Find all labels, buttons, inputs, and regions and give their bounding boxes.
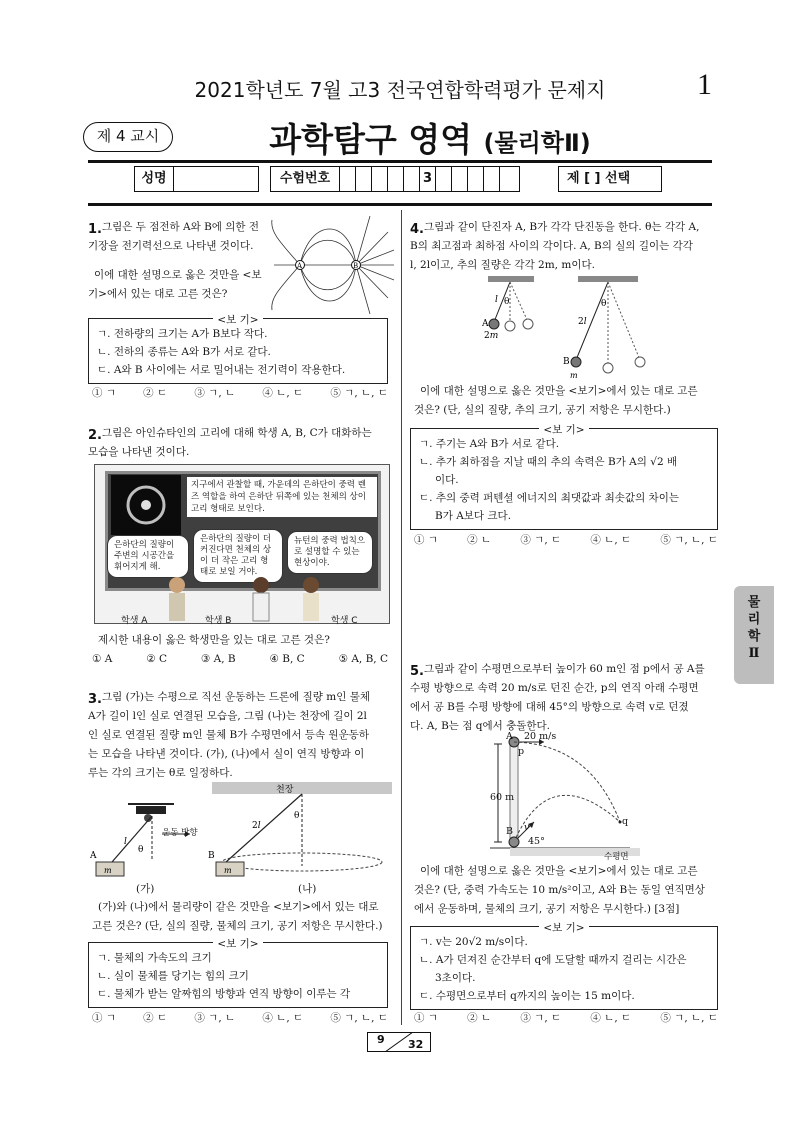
q3-question: (가)와 (나)에서 물리량이 같은 것만을 <보기>에서 있는 대로 고른 것은? (단, 실의 질량, 물체의 크기, 공기 저항은 무시한다.) (92, 901, 383, 932)
point-p-label: p (518, 746, 525, 757)
svg-text:A: A (482, 319, 489, 329)
velocity-v-label: v (524, 822, 530, 833)
q5-choices (414, 1010, 718, 1025)
choice-option[interactable]: ③ ㄱ, ㄷ (520, 534, 562, 546)
speed-label: 20 m/s (524, 731, 557, 742)
height-label: 60 m (490, 792, 515, 803)
question-number: 2. (88, 428, 102, 443)
angle-label: 45° (528, 836, 545, 847)
choice-label: 제 [ ] 선택 (558, 166, 662, 192)
question-2 (88, 427, 393, 458)
pendulum-figure (470, 276, 670, 380)
subject-name: 과학탐구 영역 (269, 120, 472, 159)
drone-pendulum-figure (88, 780, 394, 880)
bogi-item: ㄴ. A가 던져진 순간부터 q에 도달할 때까지 걸리는 시간은 (419, 954, 687, 966)
choice-option[interactable]: ③ ㄱ, ㄴ (194, 1012, 236, 1024)
q4-choices (414, 532, 718, 547)
page-counter (367, 1032, 431, 1052)
figure-label-na: (나) (298, 883, 317, 895)
svg-text:A: A (90, 851, 97, 861)
choice-option[interactable]: ① ㄱ (92, 1012, 116, 1024)
bogi-item: 이다. (435, 474, 459, 486)
choice-option[interactable]: ① ㄱ (414, 534, 438, 546)
ground-label: 수평면 (604, 852, 629, 862)
svg-text:l: l (495, 295, 498, 305)
choice-option[interactable]: ③ ㄱ, ㄷ (520, 1012, 562, 1024)
subject-side-tab: 물 리 학 Ⅱ (734, 586, 774, 684)
choice-option[interactable]: ② C (146, 653, 168, 665)
bogi-item: ㄱ. 전하량의 크기는 A가 B보다 작다. (97, 328, 268, 340)
q2-question: 제시한 내용이 옳은 학생만을 있는 대로 고른 것은? (98, 634, 330, 646)
einstein-ring-figure (94, 464, 390, 624)
bogi-item: ㄷ. 물체가 받는 알짜힘의 방향과 연직 방향이 이루는 각 (97, 988, 351, 1000)
svg-text:θ: θ (504, 297, 510, 307)
speech-bubble-c: 뉴턴의 중력 법칙으로 설명할 수 있는 현상이야. (287, 531, 373, 574)
svg-text:B: B (563, 357, 570, 367)
name-label: 성명 (134, 166, 174, 192)
q3-bogi-box: <보 기> ㄱ. 물체의 가속도의 크기 ㄴ. 실이 물체를 당기는 힘의 크기 ㄷ. 물체가 받는 알짜힘의 방향과 연직 방향이 이루는 각 (88, 942, 388, 1008)
svg-text:θ: θ (601, 299, 607, 309)
bogi-item: ㄱ. 주기는 A와 B가 서로 같다. (419, 438, 560, 450)
page-number: 1 (697, 68, 712, 101)
ceiling-label: 천장 (276, 785, 294, 795)
column-divider (401, 210, 402, 1025)
point-q-label: q (622, 816, 629, 827)
question-number: 4. (410, 222, 424, 237)
q4-bogi-box: <보 기> ㄱ. 주기는 A와 B가 서로 같다. ㄴ. 추가 최하점을 지날 때의 추의 속력은 B가 A의 √2 배 이다. ㄷ. 추의 중력 퍼텐셜 에너지의 최댓값과 최솟값의 차이는 B가 A보다 크다. (410, 428, 718, 530)
question-2-text: 그림은 아인슈타인의 고리에 대해 학생 A, B, C가 대화하는 모습을 나타낸 것이다. (88, 427, 372, 458)
galaxy-image (111, 475, 181, 535)
svg-text:2l: 2l (252, 821, 261, 831)
choice-option[interactable]: ④ ㄴ, ㄷ (262, 1012, 304, 1024)
header-rule-top (88, 160, 712, 163)
question-number: 1. (88, 222, 102, 237)
name-box[interactable] (173, 166, 259, 192)
exam-number-cells[interactable]: 3 (339, 166, 520, 192)
svg-text:m: m (104, 866, 112, 875)
subject-title (0, 114, 800, 161)
ball-a-label: A (506, 731, 513, 742)
svg-text:θ: θ (138, 845, 144, 855)
speech-bubble-a: 은하단의 질량이 주변의 시공간을 휘어지게 해. (107, 535, 189, 578)
ball-b-label: B (506, 826, 513, 837)
question-number: 3. (88, 692, 102, 707)
question-3 (88, 691, 393, 779)
choice-option[interactable]: ① ㄱ (414, 1012, 438, 1024)
choice-option[interactable]: ⑤ ㄱ, ㄴ, ㄷ (330, 1012, 388, 1024)
bogi-item: ㄷ. A와 B 사이에는 서로 밀어내는 전기력이 작용한다. (97, 364, 346, 376)
question-number: 5. (410, 664, 424, 679)
bogi-item: ㄷ. 추의 중력 퍼텐셜 에너지의 최댓값과 최솟값의 차이는 (419, 492, 679, 504)
svg-text:2m: 2m (484, 331, 499, 341)
choice-option[interactable]: ③ A, B (200, 653, 236, 665)
question-5-text: 그림과 같이 수평면으로부터 높이가 60 m인 점 p에서 공 A를 수평 방향으로 속력 20 m/s로 던진 순간, p의 연직 아래 수평면 에서 공 B를 수평 방향에 대해 45°의 방향으로 속력 v로 던졌 다. A, B는 점 q에서 충돌한다. (410, 663, 705, 732)
svg-text:m: m (224, 866, 232, 875)
subject-sub: (물리학Ⅱ) (483, 129, 591, 157)
choice-option[interactable]: ⑤ A, B, C (338, 653, 388, 665)
q4-question: 이에 대한 설명으로 옳은 것만을 <보기>에서 있는 대로 고른 것은? (단, 실의 질량, 추의 크기, 공기 저항은 무시한다.) (414, 385, 698, 416)
choice-option[interactable]: ② ㄴ (467, 1012, 492, 1024)
charge-a-label: A (297, 262, 303, 270)
question-3-text: 그림 (가)는 수평으로 직선 운동하는 드론에 질량 m인 물체 A가 길이 l인 실로 연결된 모습을, 그림 (나)는 천장에 길이 2l 인 실로 연결된 질량 m인 물체 B가 수평면에서 등속 원운동하 는 모습을 나타낸 것이다. (가), (나)에서 실이 연직 방향과 이 루는 각의 크기는 θ로 일정하다. (88, 691, 370, 779)
question-1-text: 그림은 두 점전하 A와 B에 의한 전 기장을 전기력선으로 나타낸 것이다. 이에 대한 설명으로 옳은 것만을 <보 기>에서 있는 대로 고른 것은? (88, 221, 262, 300)
choice-option[interactable]: ④ ㄴ, ㄷ (590, 534, 632, 546)
exam-number-label: 수험번호 (270, 166, 340, 192)
choice-option[interactable]: ⑤ ㄱ, ㄴ, ㄷ (660, 1012, 718, 1024)
page-total: 32 (408, 1038, 424, 1051)
choice-option[interactable]: ④ B, C (269, 653, 305, 665)
speech-bubble-b: 은하단의 질량이 더 커진다면 천체의 상이 더 작은 고리 형태로 보일 거야. (193, 529, 283, 583)
charge-b-label: B (353, 262, 359, 270)
choice-option[interactable]: ② ㄴ (467, 534, 492, 546)
q3-choices (92, 1010, 388, 1025)
svg-text:l: l (124, 837, 127, 847)
question-4 (410, 221, 722, 271)
choice-option[interactable]: ⑤ ㄱ, ㄴ, ㄷ (660, 534, 718, 546)
svg-text:B: B (208, 851, 215, 861)
choice-option[interactable]: ④ ㄴ, ㄷ (590, 1012, 632, 1024)
q1-bogi-box: <보 기> ㄱ. 전하량의 크기는 A가 B보다 작다. ㄴ. 전하의 종류는 A와 B가 서로 같다. ㄷ. A와 B 사이에는 서로 밀어내는 전기력이 작용한다. (88, 318, 388, 384)
bogi-item: ㄱ. v는 20√2 m/s이다. (419, 936, 528, 948)
bogi-item: ㄴ. 추가 최하점을 지날 때의 추의 속력은 B가 A의 √2 배 (419, 456, 678, 468)
q2-choices (92, 653, 388, 665)
screen-caption: 지구에서 관찰할 때, 가운데의 은하단이 중력 렌즈 역할을 하여 은하단 뒤쪽에 있는 천체의 상이 고리 형태로 보인다. (187, 477, 377, 517)
q5-question: 이에 대한 설명으로 옳은 것만을 <보기>에서 있는 대로 고른 것은? (단, 중력 가속도는 10 m/s²이고, A와 B는 동일 연직면상 에서 운동하며, 물체의 크기, 공기 저항은 무시한다.) [3점] (414, 865, 705, 915)
session-badge: 제 4 교시 (83, 122, 173, 152)
student-b-label: 학생 B (205, 616, 232, 626)
question-4-text: 그림과 같이 단진자 A, B가 각각 단진동을 한다. θ는 각각 A, B의 최고점과 최하점 사이의 각이다. A, B의 실의 길이는 각각 l, 2l이고, 추의 질량은 각각 2m, m이다. (410, 221, 700, 271)
electric-field-figure (270, 212, 396, 318)
bogi-item: 3초이다. (435, 972, 476, 984)
choice-option[interactable]: ③ ㄱ, ㄴ (194, 387, 236, 399)
choice-option[interactable]: ② ㄷ (143, 1012, 168, 1024)
svg-text:2l: 2l (578, 317, 587, 327)
bogi-item: B가 A보다 크다. (435, 510, 512, 522)
choice-option[interactable]: ② ㄷ (143, 387, 168, 399)
header-rule-bottom (88, 203, 712, 206)
svg-text:m: m (570, 371, 578, 380)
choice-option[interactable]: ① ㄱ (92, 387, 116, 399)
question-5 (410, 663, 722, 732)
q1-choices (92, 385, 388, 400)
bogi-item: ㄷ. 수평면으로부터 q까지의 높이는 15 m이다. (419, 990, 635, 1002)
figure-label-ga: (가) (136, 883, 155, 895)
student-a-label: 학생 A (121, 616, 148, 626)
motion-direction-label: 운동 방향 (162, 828, 198, 838)
choice-option[interactable]: ⑤ ㄱ, ㄴ, ㄷ (330, 387, 388, 399)
svg-text:θ: θ (294, 811, 300, 821)
exam-title: 2021학년도 7월 고3 전국연합학력평가 문제지 (194, 78, 606, 102)
bogi-item: ㄱ. 물체의 가속도의 크기 (97, 952, 212, 964)
q5-bogi-box: <보 기> ㄱ. v는 20√2 m/s이다. ㄴ. A가 던져진 순간부터 q에 도달할 때까지 걸리는 시간은 3초이다. ㄷ. 수평면으로부터 q까지의 높이는 15 m이다. (410, 926, 718, 1010)
choice-option[interactable]: ④ ㄴ, ㄷ (262, 387, 304, 399)
choice-option[interactable]: ① A (92, 653, 113, 665)
bogi-item: ㄴ. 전하의 종류는 A와 B가 서로 같다. (97, 346, 271, 358)
page-current: 9 (377, 1033, 385, 1046)
student-c-label: 학생 C (331, 616, 358, 626)
bogi-item: ㄴ. 실이 물체를 당기는 힘의 크기 (97, 970, 249, 982)
